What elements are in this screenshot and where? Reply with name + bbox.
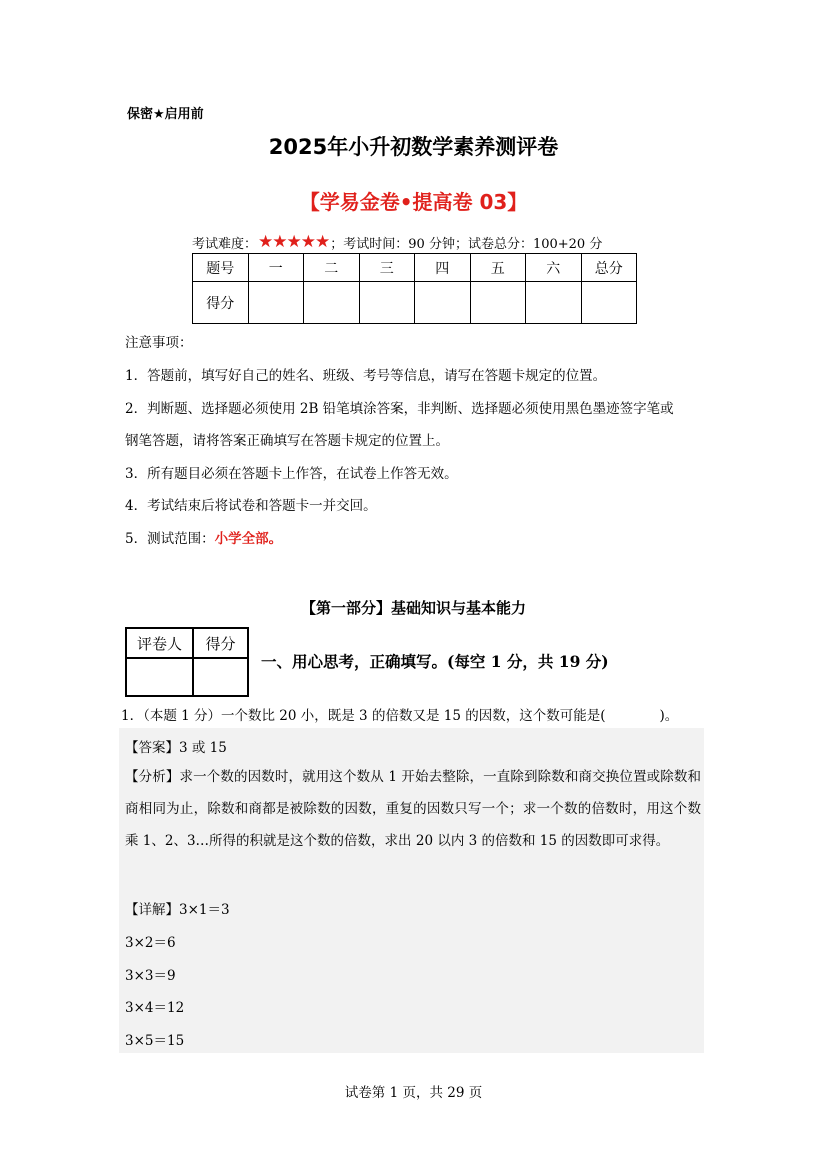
scope-label: 5．测试范围：: [125, 531, 215, 547]
part-title: 【第一部分】基础知识与基本能力: [300, 599, 526, 617]
score-table-header-cell: 总分: [581, 254, 637, 282]
confidential-label: 保密★启用前: [127, 107, 204, 122]
note-item: 4．考试结束后将试卷和答题卡一并交回。: [125, 498, 377, 514]
star-icon: ★: [272, 232, 287, 252]
score-table-header-cell: 四: [415, 254, 471, 282]
difficulty-label: 考试难度：: [192, 236, 258, 252]
score-table-header-cell: 二: [304, 254, 360, 282]
score-cell: [304, 282, 360, 324]
grader-header: 评卷人: [126, 628, 193, 658]
detail-line: 3×3＝9: [125, 968, 176, 984]
note-item: 钢笔答题，请将答案正确填写在答题卡规定的位置上。: [125, 433, 449, 449]
difficulty-stars: [258, 232, 329, 252]
score-cell: [359, 282, 415, 324]
scope-value: 小学全部。: [214, 531, 283, 547]
score-cell: [415, 282, 471, 324]
answer-line: 【答案】3 或 15: [125, 740, 227, 756]
score-table-header-cell: 题号: [193, 254, 249, 282]
exam-info: [192, 232, 602, 252]
star-icon: ★: [286, 232, 301, 252]
answer-box: [119, 728, 704, 1053]
score-table-header-cell: 三: [359, 254, 415, 282]
score-table: [192, 253, 637, 324]
score-cell: [248, 282, 304, 324]
score-cell: [526, 282, 582, 324]
grader-table: [125, 627, 249, 697]
score-cell: [581, 282, 637, 324]
star-icon: ★: [300, 232, 316, 252]
page-subtitle: 【学易金卷•提高卷 03】: [299, 190, 528, 214]
analysis-paragraph: 【分析】求一个数的因数时，就用这个数从 1 开始去整除，一直除到除数和商交换位置或除数和商相同为止，除数和商都是被除数的因数，重复的因数只写一个；求一个数的倍数时，用这个数乘 1、2、3…所得的积就是这个数的倍数，求出 20 以内 3 的倍数和 15 的因数即可求得。: [125, 769, 701, 849]
score-cell: [470, 282, 526, 324]
score-table-header-cell: 六: [526, 254, 582, 282]
note-item-scope: [125, 527, 282, 547]
section-title: 一、用心思考，正确填写。(每空 1 分，共 19 分): [261, 652, 609, 671]
detail-line: 3×4＝12: [125, 1000, 185, 1016]
grader-cell: [126, 658, 193, 696]
note-item: 2．判断题、选择题必须使用 2B 铅笔填涂答案，非判断、选择题必须使用黑色墨迹签字笔或: [125, 401, 674, 417]
grader-score-header: 得分: [193, 628, 248, 658]
score-table-score-row: [193, 282, 637, 324]
score-table-header-cell: 一: [248, 254, 304, 282]
score-row-label: 得分: [193, 282, 249, 324]
star-icon: ★: [315, 232, 330, 252]
star-icon: ★: [258, 232, 273, 252]
page-footer: 试卷第 1 页，共 29 页: [344, 1085, 483, 1101]
score-table-header-cell: 五: [470, 254, 526, 282]
detail-line: 【详解】3×1＝3: [125, 902, 230, 918]
question-1: 1．（本题 1 分）一个数比 20 小，既是 3 的倍数又是 15 的因数，这个数可能是( )。: [121, 708, 679, 724]
notes-title: 注意事项：: [125, 335, 193, 351]
page-title: 2025年小升初数学素养测评卷: [268, 135, 559, 159]
detail-line: 3×5＝15: [125, 1033, 185, 1049]
exam-info-details: ；考试时间：90 分钟；试卷总分：100+20 分: [330, 236, 603, 252]
grader-score-cell: [193, 658, 248, 696]
note-item: 1．答题前，填写好自己的姓名、班级、考号等信息，请写在答题卡规定的位置。: [125, 368, 607, 384]
note-item: 3．所有题目必须在答题卡上作答，在试卷上作答无效。: [125, 466, 458, 482]
score-table-header-row: [193, 254, 637, 282]
detail-line: 3×2＝6: [125, 935, 176, 951]
